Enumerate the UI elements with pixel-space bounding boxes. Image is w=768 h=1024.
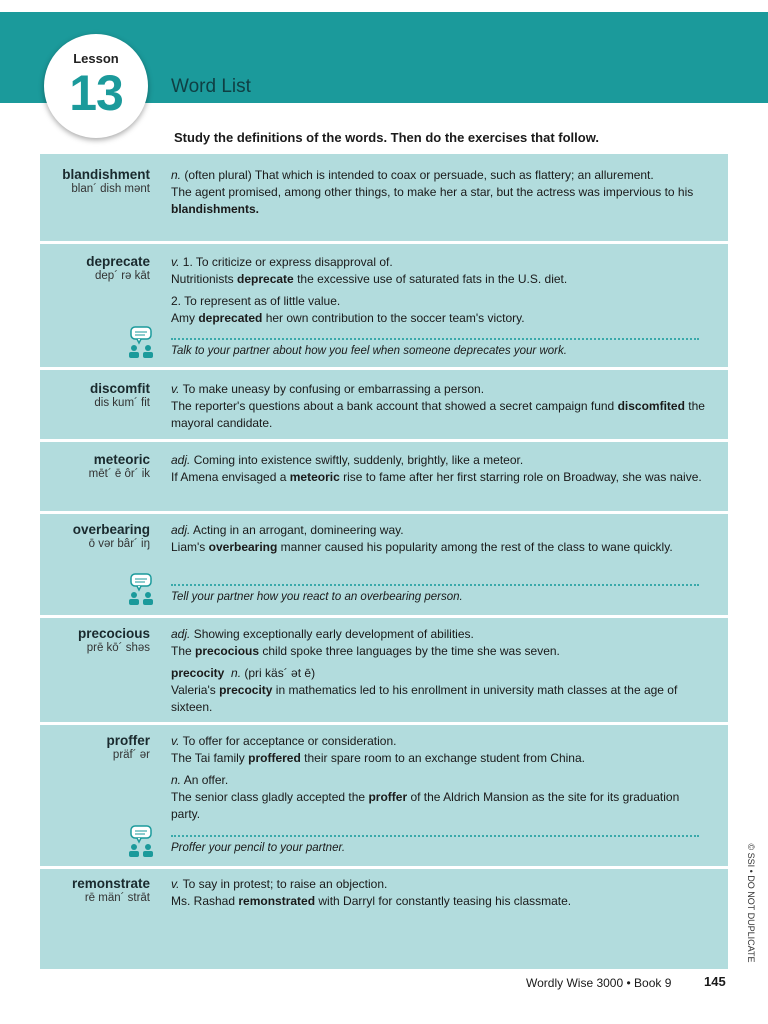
partner-talk-icon bbox=[126, 326, 156, 360]
example-sentence: Liam's overbearing manner caused his popularity among the rest of the class to wane quickly. bbox=[171, 540, 673, 554]
headword: blandishment bbox=[62, 167, 150, 182]
headword: meteoric bbox=[93, 452, 150, 467]
definition: v. To offer for acceptance or consideration. bbox=[171, 734, 397, 748]
definition: adj. Showing exceptionally early development of abilities. bbox=[171, 627, 474, 641]
example-sentence: Nutritionists deprecate the excessive use of saturated fats in the U.S. diet. bbox=[171, 272, 568, 286]
word-entry-blandishment bbox=[40, 154, 728, 241]
pronunciation: ō vər bâr´ iŋ bbox=[88, 538, 150, 550]
partner-talk-icon bbox=[126, 573, 156, 607]
definition: adj. Acting in an arrogant, domineering way. bbox=[171, 523, 404, 537]
pronunciation: dep´ rə kāt bbox=[95, 270, 150, 282]
lesson-badge bbox=[44, 34, 148, 138]
headword: precocious bbox=[77, 626, 150, 641]
definition: v. 1. To criticize or express disapproval of. bbox=[171, 255, 393, 269]
pronunciation: rē män´ strāt bbox=[84, 892, 150, 904]
word-entry-discomfit bbox=[40, 370, 728, 439]
lesson-label: Lesson bbox=[73, 51, 119, 66]
example-sentence: The agent promised, among other things, to make her a star, but the actress was impervious to his blandishments. bbox=[171, 185, 694, 216]
partner-prompt: Tell your partner how you react to an overbearing person. bbox=[171, 591, 463, 603]
word-entry-precocious bbox=[40, 618, 728, 722]
definition: n. An offer. bbox=[171, 773, 229, 787]
headword: proffer bbox=[106, 733, 150, 748]
example-sentence: The reporter's questions about a bank account that showed a secret campaign fund discomfited the mayoral candidate. bbox=[171, 399, 705, 430]
word-list bbox=[40, 154, 728, 969]
pronunciation: blan´ dish mənt bbox=[71, 183, 150, 195]
word-entry-meteoric bbox=[40, 442, 728, 511]
dotted-divider bbox=[171, 338, 699, 340]
pronunciation: mēt´ ē ôr´ ik bbox=[88, 468, 150, 480]
example-sentence: The senior class gladly accepted the proffer of the Aldrich Mansion as the site for its graduation party. bbox=[171, 790, 680, 821]
page-number: 145 bbox=[704, 974, 726, 989]
example-sentence: The precocious child spoke three languages by the time she was seven. bbox=[171, 644, 560, 658]
definition: v. To make uneasy by confusing or embarrassing a person. bbox=[171, 382, 485, 396]
page-title: Word List bbox=[171, 76, 251, 97]
partner-talk-icon bbox=[126, 825, 156, 859]
headword: remonstrate bbox=[71, 876, 150, 891]
partner-prompt: Talk to your partner about how you feel when someone deprecates your work. bbox=[171, 345, 567, 357]
pronunciation: präf´ ər bbox=[112, 749, 150, 761]
example-sentence: Amy deprecated her own contribution to the soccer team's victory. bbox=[171, 311, 525, 325]
word-entry-proffer bbox=[40, 725, 728, 866]
example-sentence: The Tai family proffered their spare room to an exchange student from China. bbox=[171, 751, 585, 765]
derived-form: precocity n. (pri käs´ ət ē) bbox=[171, 666, 316, 680]
word-entry-overbearing bbox=[40, 514, 728, 615]
lesson-number: 13 bbox=[69, 65, 123, 121]
definition: adj. Coming into existence swiftly, suddenly, brightly, like a meteor. bbox=[171, 453, 524, 467]
instructions: Study the definitions of the words. Then do the exercises that follow. bbox=[174, 130, 599, 145]
example-sentence: If Amena envisaged a meteoric rise to fame after her first starring role on Broadway, she was naive. bbox=[171, 470, 702, 484]
pronunciation: dis kum´ fit bbox=[94, 397, 150, 409]
dotted-divider bbox=[171, 584, 699, 586]
headword: overbearing bbox=[72, 522, 150, 537]
word-entry-remonstrate bbox=[40, 869, 728, 969]
example-sentence: Valeria's precocity in mathematics led to his enrollment in university math classes at the age of sixteen. bbox=[171, 683, 678, 714]
dotted-divider bbox=[171, 835, 699, 837]
headword: deprecate bbox=[86, 254, 150, 269]
definition: n. (often plural) That which is intended to coax or persuade, such as flattery; an allurement. bbox=[171, 168, 654, 182]
book-title: Wordly Wise 3000 • Book 9 bbox=[526, 976, 672, 990]
definition: v. To say in protest; to raise an objection. bbox=[171, 877, 388, 891]
example-sentence: Ms. Rashad remonstrated with Darryl for constantly teasing his classmate. bbox=[171, 894, 572, 908]
word-entry-deprecate bbox=[40, 244, 728, 367]
partner-prompt: Proffer your pencil to your partner. bbox=[171, 842, 346, 854]
headword: discomfit bbox=[89, 381, 150, 396]
definition: 2. To represent as of little value. bbox=[171, 294, 341, 308]
copyright-notice: © SSI • DO NOT DUPLICATE bbox=[746, 843, 756, 962]
pronunciation: prē kō´ shəs bbox=[86, 642, 150, 654]
